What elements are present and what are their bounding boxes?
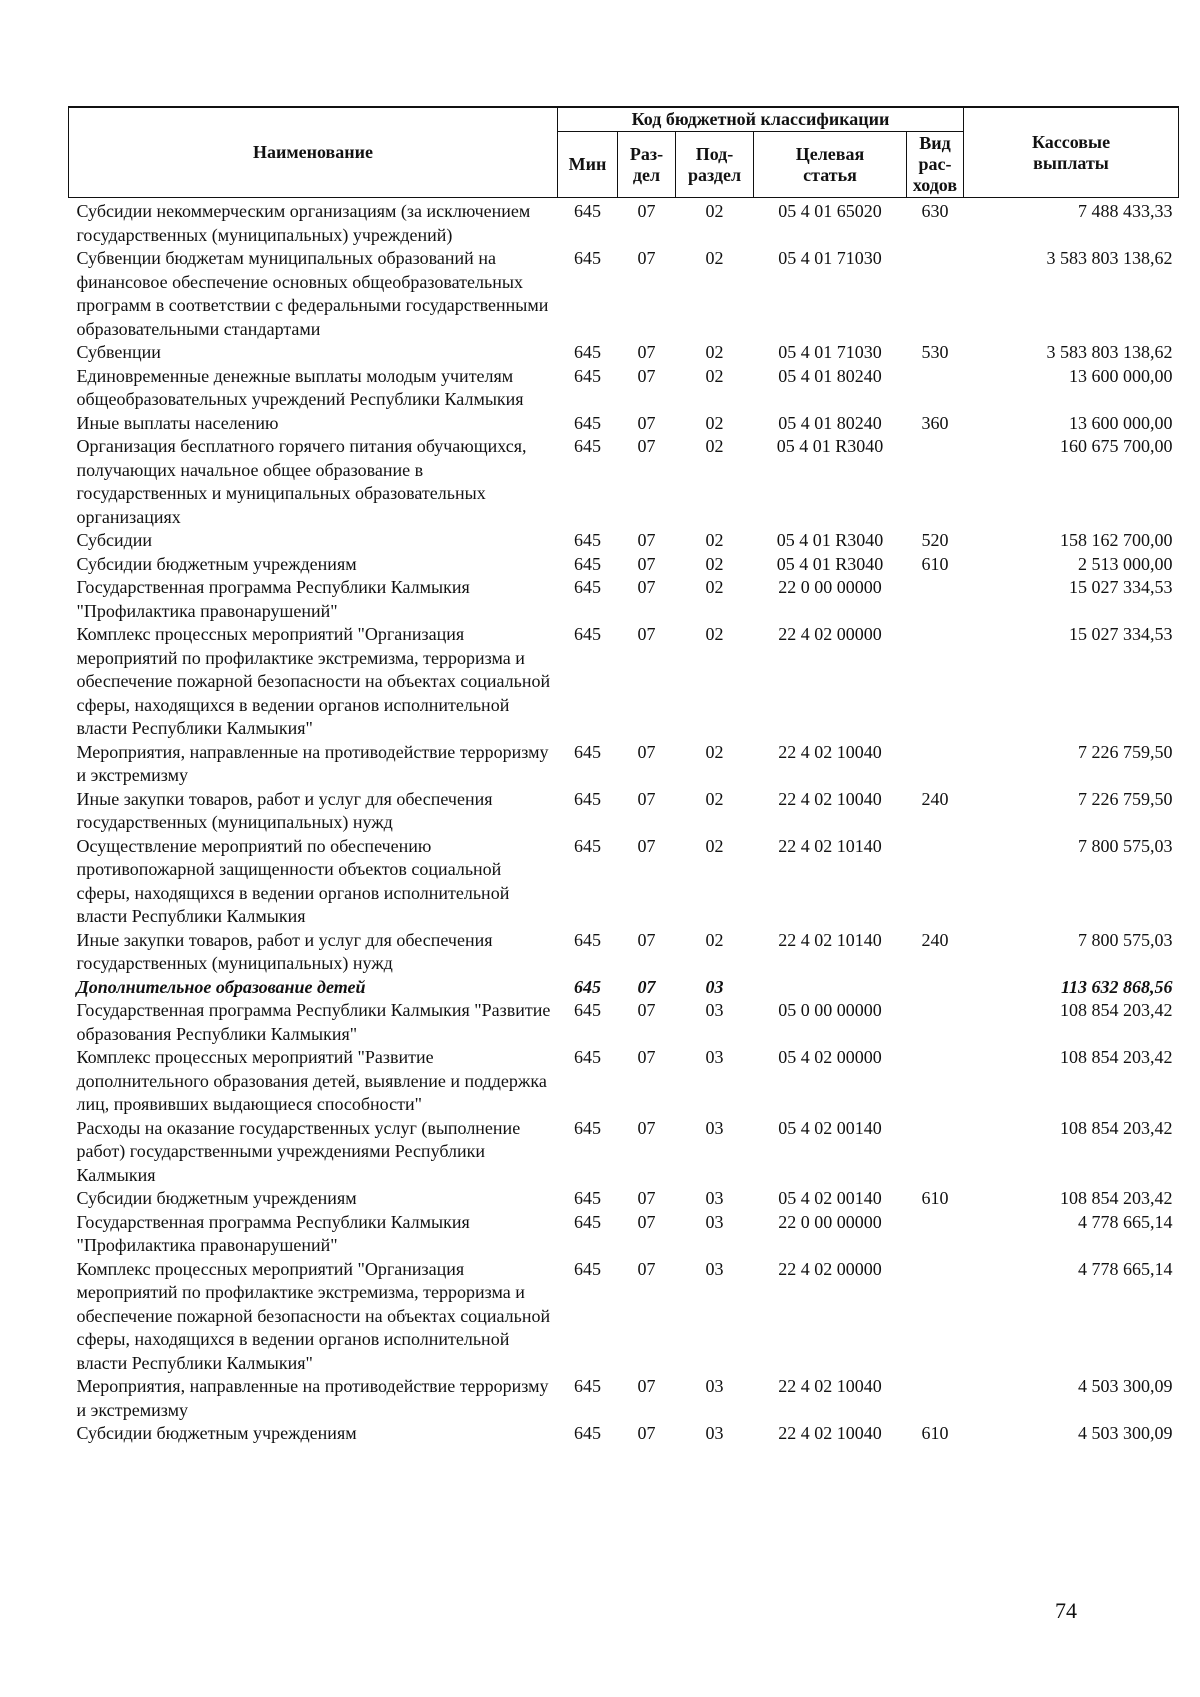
cell-vid: 530 [921,342,949,362]
cell-article: 05 4 02 00000 [778,1047,882,1067]
header-amount: Кассовые выплаты [964,107,1179,198]
header-article: Целевая статья [754,132,907,198]
cell-podrazdel: 03 [705,976,724,997]
cell-amount: 3 583 803 138,62 [1046,342,1173,362]
cell-podrazdel: 02 [705,577,724,597]
table-row [69,412,1179,436]
cell-name: Осуществление мероприятий по обеспечению противопожарной защищенности объектов социальной сферы, находящихся в ведении органов исполнительной власти Республики Калмыкия [76,835,510,926]
cell-article: 05 4 01 80240 [778,365,882,386]
cell-podrazdel: 03 [705,1376,724,1396]
header-podrazdel: Под- раздел [676,132,754,198]
cell-razdel: 07 [637,1423,656,1443]
cell-article: 22 4 02 10040 [778,1376,882,1396]
cell-razdel: 07 [637,342,656,362]
cell-razdel: 07 [637,976,656,997]
cell-podrazdel: 02 [705,365,724,386]
table-row [69,1258,1179,1376]
cell-vid: 610 [921,1188,949,1208]
cell-vid [907,623,964,741]
cell-name: Организация бесплатного горячего питания обучающихся, получающих начальное общее образование в государственных и муниципальных образовательных организациях [76,436,527,527]
cell-razdel: 07 [637,248,656,268]
cell-name: Комплекс процессных мероприятий "Организация мероприятий по профилактике экстремизма, терроризма и обеспечение пожарной безопасности на объектах социальной сферы, находящихся в ведении органов исполнительной власти Республики Калмыкия" [76,1258,551,1373]
cell-article: 22 4 02 00000 [778,1258,882,1279]
cell-amount: 13 600 000,00 [1069,365,1173,386]
cell-vid [907,365,964,412]
cell-razdel: 07 [637,553,656,574]
cell-name: Субвенции бюджетам муниципальных образований на финансовое обеспечение основных общеобразовательных программ в соответствии с федеральными государственными образовательными стандартами [76,248,549,339]
cell-article: 05 4 01 65020 [778,201,882,221]
cell-podrazdel: 02 [705,530,724,550]
cell-name: Иные закупки товаров, работ и услуг для обеспечения государственных (муниципальных) нужд [76,788,493,832]
table-row [69,976,1179,1000]
cell-min: 645 [574,624,601,644]
cell-vid [907,1046,964,1117]
cell-name: Мероприятия, направленные на противодействие терроризму и экстремизму [76,1376,549,1420]
cell-podrazdel: 02 [705,342,724,362]
cell-article: 05 4 01 71030 [778,342,882,362]
cell-podrazdel: 02 [705,201,724,221]
cell-vid: 610 [921,553,949,574]
cell-podrazdel: 03 [705,1258,724,1279]
cell-min: 645 [574,976,601,997]
header-min: Мин [558,132,618,198]
cell-amount: 108 854 203,42 [1060,1188,1173,1208]
cell-amount: 4 778 665,14 [1078,1211,1173,1232]
cell-razdel: 07 [637,365,656,386]
cell-vid: 610 [921,1423,949,1443]
cell-article: 22 0 00 00000 [778,1211,882,1232]
cell-razdel: 07 [637,835,656,856]
cell-min: 645 [574,1188,601,1208]
cell-min: 645 [574,436,601,456]
cell-podrazdel: 03 [705,1047,724,1067]
cell-name: Субсидии бюджетным учреждениям [76,553,357,574]
cell-amount: 13 600 000,00 [1069,412,1173,433]
cell-podrazdel: 02 [705,624,724,644]
cell-amount: 158 162 700,00 [1060,530,1173,550]
cell-name: Государственная программа Республики Калмыкия "Профилактика правонарушений" [76,1211,470,1255]
cell-article [754,976,907,1000]
cell-vid [907,435,964,529]
table-row [69,198,1179,248]
table-row [69,1375,1179,1422]
table-row [69,529,1179,553]
cell-vid: 240 [921,788,949,809]
cell-podrazdel: 02 [705,929,724,950]
cell-vid [907,1375,964,1422]
cell-razdel: 07 [637,577,656,597]
cell-article: 22 4 02 00000 [778,624,882,644]
cell-vid: 240 [921,929,949,950]
cell-podrazdel: 02 [705,436,724,456]
cell-article: 22 0 00 00000 [778,577,882,597]
cell-article: 05 4 01 R3040 [776,530,884,550]
table-row [69,341,1179,365]
cell-vid: 630 [921,201,949,221]
table-row [69,435,1179,529]
cell-podrazdel: 03 [705,1423,724,1443]
cell-razdel: 07 [637,1211,656,1232]
cell-razdel: 07 [637,1188,656,1208]
header-vid: Вид рас- ходов [907,132,964,198]
table-row [69,929,1179,976]
cell-razdel: 07 [637,788,656,809]
cell-article: 05 4 01 80240 [778,412,882,433]
cell-vid [907,576,964,623]
cell-min: 645 [574,553,601,574]
header-code-group: Код бюджетной классификации [558,107,964,132]
cell-podrazdel: 02 [705,412,724,433]
cell-article: 05 4 02 00140 [778,1117,882,1138]
table-row [69,1187,1179,1211]
cell-podrazdel: 02 [705,741,724,762]
cell-razdel: 07 [637,1376,656,1396]
cell-min: 645 [574,248,601,268]
cell-min: 645 [574,1423,601,1443]
cell-podrazdel: 03 [705,1211,724,1232]
cell-amount: 4 503 300,09 [1078,1376,1173,1396]
cell-vid [907,247,964,341]
cell-amount: 7 800 575,03 [1078,929,1173,950]
cell-razdel: 07 [637,624,656,644]
table-row [69,999,1179,1046]
cell-article: 05 4 01 R3040 [776,436,884,456]
cell-vid [907,976,964,1000]
cell-amount: 4 778 665,14 [1078,1258,1173,1279]
table-row [69,247,1179,341]
cell-min: 645 [574,342,601,362]
cell-amount: 7 800 575,03 [1078,835,1173,856]
cell-razdel: 07 [637,412,656,433]
cell-razdel: 07 [637,741,656,762]
cell-podrazdel: 03 [705,1000,724,1020]
cell-article: 22 4 02 10140 [778,929,882,950]
cell-name: Единовременные денежные выплаты молодым учителям общеобразовательных учреждений Республики Калмыкия [76,365,524,409]
cell-name: Иные выплаты населению [76,412,279,433]
cell-article: 22 4 02 10040 [778,741,882,762]
cell-name: Субсидии [76,530,153,550]
cell-razdel: 07 [637,530,656,550]
cell-min: 645 [574,1258,601,1279]
cell-min: 645 [574,1047,601,1067]
cell-amount: 7 226 759,50 [1078,741,1173,762]
table-row [69,553,1179,577]
table-row [69,835,1179,929]
cell-name: Государственная программа Республики Калмыкия "Развитие образования Республики Калмыкия" [76,1000,551,1044]
cell-name: Государственная программа Республики Калмыкия "Профилактика правонарушений" [76,577,470,621]
cell-min: 645 [574,530,601,550]
cell-amount: 7 226 759,50 [1078,788,1173,809]
cell-vid [907,1211,964,1258]
cell-name: Субсидии некоммерческим организациям (за исключением государственных (муниципальных) учреждений) [76,201,531,245]
cell-amount: 15 027 334,53 [1069,577,1173,597]
cell-name: Мероприятия, направленные на противодействие терроризму и экстремизму [76,741,549,785]
cell-article: 22 4 02 10140 [778,835,882,856]
cell-amount: 4 503 300,09 [1078,1423,1173,1443]
table-body [69,198,1179,1446]
cell-vid [907,999,964,1046]
table-row [69,741,1179,788]
cell-amount: 2 513 000,00 [1078,553,1173,574]
cell-article: 05 4 01 71030 [778,248,882,268]
cell-min: 645 [574,929,601,950]
cell-podrazdel: 03 [705,1117,724,1138]
table-header [69,107,1179,198]
table-row [69,788,1179,835]
cell-name: Комплекс процессных мероприятий "Организация мероприятий по профилактике экстремизма, терроризма и обеспечение пожарной безопасности на объектах социальной сферы, находящихся в ведении органов исполнительной власти Республики Калмыкия" [76,624,551,738]
cell-min: 645 [574,412,601,433]
cell-razdel: 07 [637,436,656,456]
cell-min: 645 [574,365,601,386]
budget-table [68,106,1179,1446]
table-row [69,1211,1179,1258]
cell-min: 645 [574,1211,601,1232]
cell-podrazdel: 02 [705,835,724,856]
cell-name: Субсидии бюджетным учреждениям [76,1423,357,1443]
cell-amount: 113 632 868,56 [1061,976,1173,997]
cell-min: 645 [574,741,601,762]
table-row [69,1046,1179,1117]
cell-article: 05 4 02 00140 [778,1188,882,1208]
cell-vid [907,1117,964,1188]
cell-razdel: 07 [637,1258,656,1279]
cell-min: 645 [574,1376,601,1396]
cell-vid [907,1258,964,1376]
cell-min: 645 [574,1000,601,1020]
cell-podrazdel: 02 [705,248,724,268]
cell-amount: 3 583 803 138,62 [1046,248,1173,268]
header-name: Наименование [69,107,558,198]
cell-vid [907,741,964,788]
cell-article: 05 0 00 00000 [778,1000,882,1020]
header-razdel: Раз- дел [618,132,676,198]
table-row [69,365,1179,412]
cell-razdel: 07 [637,201,656,221]
cell-vid: 360 [921,412,949,433]
cell-amount: 7 488 433,33 [1078,201,1173,221]
cell-amount: 160 675 700,00 [1060,436,1173,456]
cell-amount: 108 854 203,42 [1060,1047,1173,1067]
cell-min: 645 [574,577,601,597]
cell-min: 645 [574,835,601,856]
cell-article: 05 4 01 R3040 [776,553,884,574]
cell-name: Иные закупки товаров, работ и услуг для обеспечения государственных (муниципальных) нужд [76,929,493,973]
cell-razdel: 07 [637,929,656,950]
cell-vid: 520 [921,530,949,550]
cell-min: 645 [574,1117,601,1138]
cell-vid [907,835,964,929]
cell-name: Субсидии бюджетным учреждениям [76,1188,357,1208]
cell-min: 645 [574,788,601,809]
cell-name: Дополнительное образование детей [76,976,366,997]
cell-amount: 15 027 334,53 [1069,624,1173,644]
table-row [69,1117,1179,1188]
cell-name: Комплекс процессных мероприятий "Развитие дополнительного образования детей, выявление и поддержка лиц, проявивших выдающиеся способности" [76,1047,547,1114]
cell-podrazdel: 03 [705,1188,724,1208]
cell-min: 645 [574,201,601,221]
cell-name: Расходы на оказание государственных услуг (выполнение работ) государственными учреждениями Республики Калмыкия [76,1117,521,1185]
table-row [69,623,1179,741]
cell-razdel: 07 [637,1047,656,1067]
cell-razdel: 07 [637,1000,656,1020]
table-row [69,1422,1179,1446]
cell-podrazdel: 02 [705,553,724,574]
table-row [69,576,1179,623]
cell-article: 22 4 02 10040 [778,1423,882,1443]
cell-article: 22 4 02 10040 [778,788,882,809]
cell-name: Субвенции [76,342,161,362]
cell-amount: 108 854 203,42 [1060,1117,1173,1138]
cell-podrazdel: 02 [705,788,724,809]
cell-razdel: 07 [637,1117,656,1138]
cell-amount: 108 854 203,42 [1060,1000,1173,1020]
page-number: 74 [1055,1598,1077,1623]
